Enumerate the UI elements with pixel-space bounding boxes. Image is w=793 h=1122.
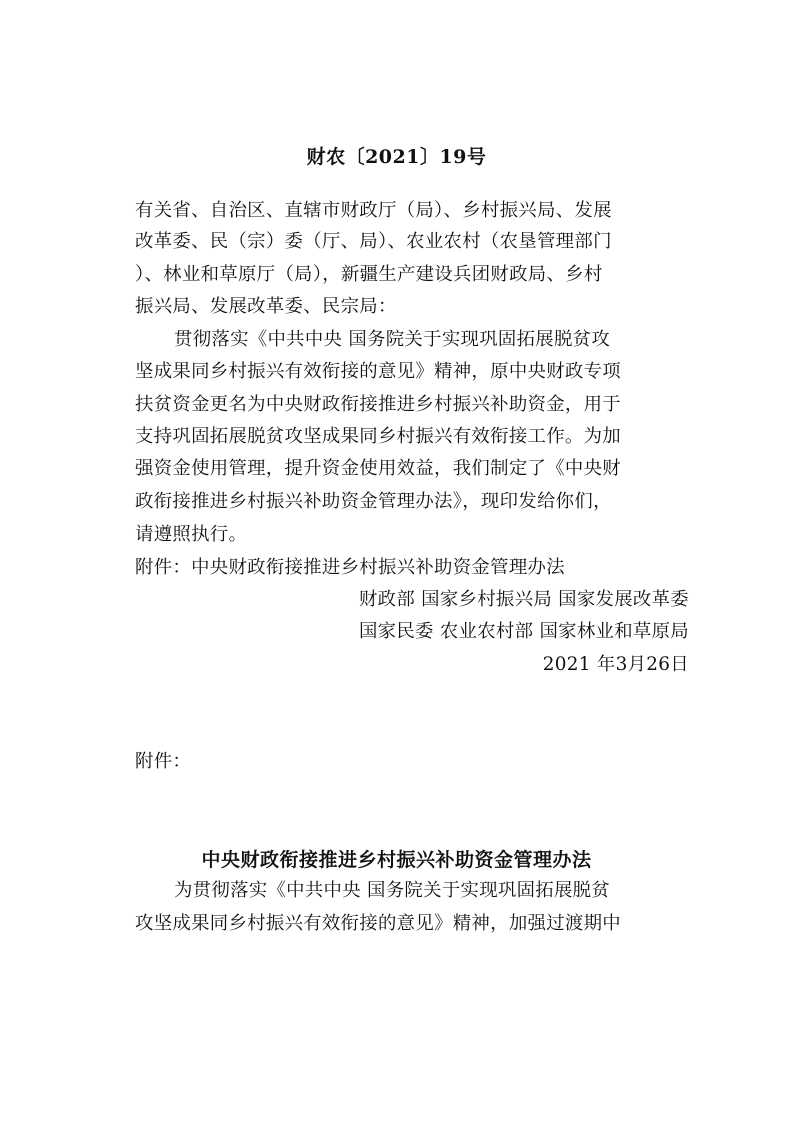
attachment-body-line: 攻坚成果同乡村振兴有效衔接的意见》精神，加强过渡期中 [135,913,621,934]
body-line: 政衔接推进乡村振兴补助资金管理办法》，现印发给你们， [135,491,612,512]
addressee-line: 改革委、民（宗）委（厅、局）、农业农村（农垦管理部门 [135,231,612,252]
issuing-agencies: 财政部 国家乡村振兴局 国家发展改革委 [358,589,689,610]
attachment-title: 中央财政衔接推进乡村振兴补助资金管理办法 [201,849,592,871]
attachment-reference: 附件：中央财政衔接推进乡村振兴补助资金管理办法 [135,557,565,578]
body-line: 坚成果同乡村振兴有效衔接的意见》精神，原中央财政专项 [135,361,621,382]
body-line: 支持巩固拓展脱贫攻坚成果同乡村振兴有效衔接工作。为加 [135,426,621,447]
addressee-line: 有关省、自治区、直辖市财政厅（局）、乡村振兴局、发展 [135,200,612,221]
issuing-agencies: 国家民委 农业农村部 国家林业和草原局 [358,621,689,642]
body-line: 强资金使用管理，提升资金使用效益，我们制定了《中央财 [135,458,621,479]
addressee-line: 振兴局、发展改革委、民宗局： [135,296,397,317]
attachment-body-line: 为贯彻落实《中共中央 国务院关于实现巩固拓展脱贫 [174,880,611,901]
body-line: 请遵照执行。 [135,524,248,545]
attachment-label: 附件： [135,751,192,772]
body-line: 贯彻落实《中共中央 国务院关于实现巩固拓展脱贫攻 [174,329,611,350]
body-line: 扶贫资金更名为中央财政衔接推进乡村振兴补助资金，用于 [135,394,621,415]
document-number: 财农〔2021〕19号 [306,146,487,168]
addressee-line: ）、林业和草原厅（局），新疆生产建设兵团财政局、乡村 [135,264,603,285]
issue-date: 2021 年3月26日 [542,654,689,675]
